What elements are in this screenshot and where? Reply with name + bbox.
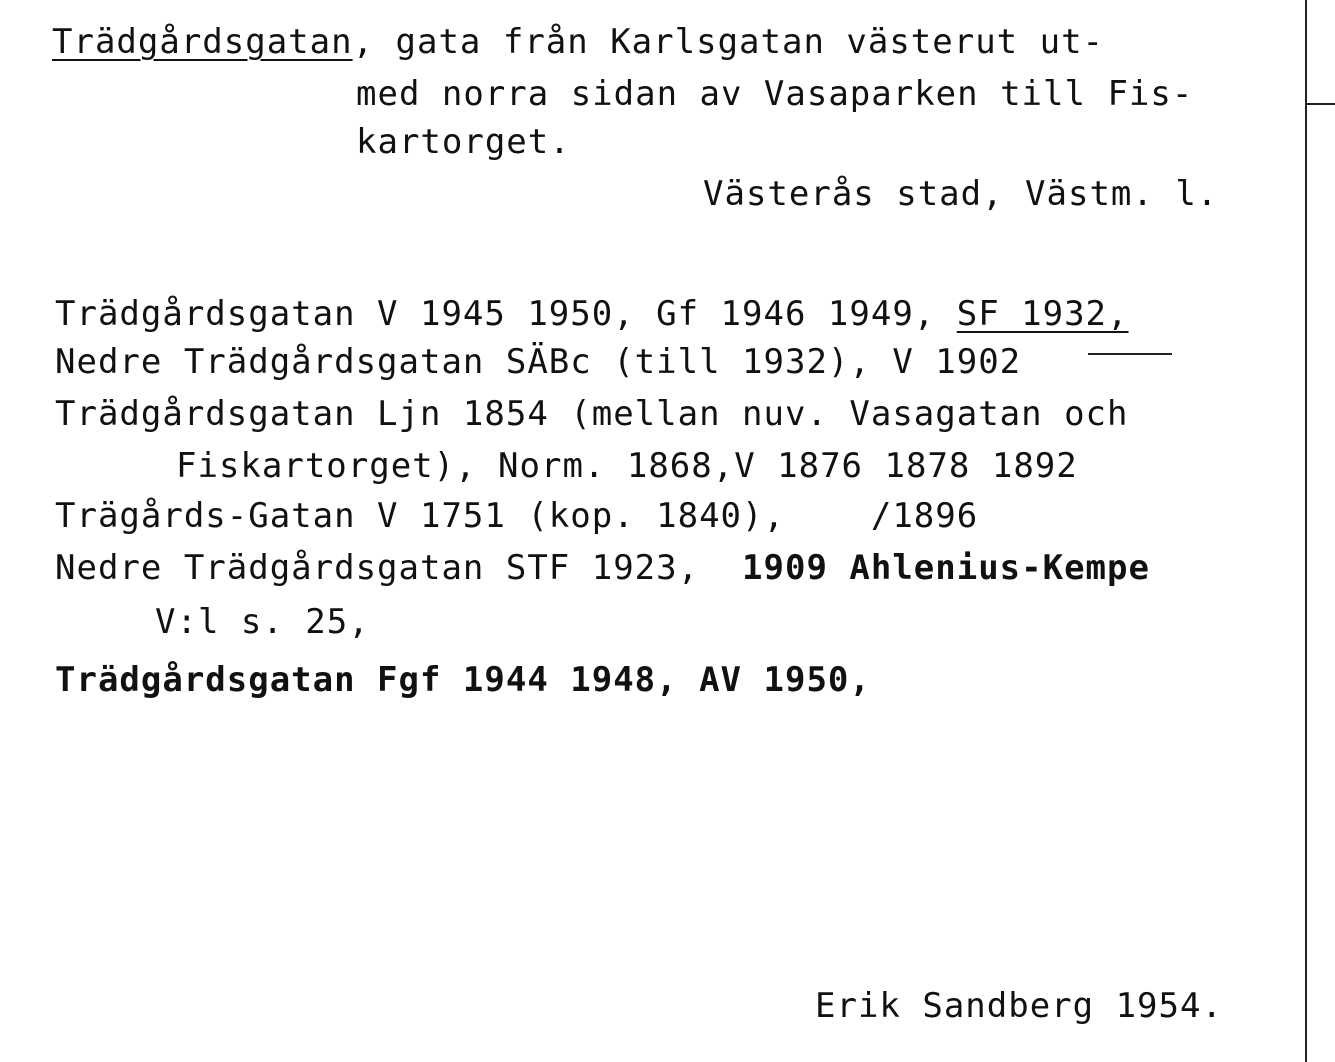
- street-description-3: kartorget.: [356, 122, 571, 162]
- entry-4: Fiskartorget), Norm. 1868,V 1876 1878 1892: [176, 446, 1078, 486]
- entry-6: [55, 548, 1150, 588]
- entry-3: Trädgårdsgatan Ljn 1854 (mellan nuv. Vasagatan och: [55, 394, 1129, 434]
- street-description-2: med norra sidan av Vasaparken till Fis-: [356, 74, 1194, 114]
- place-line: Västerås stad, Västm. l.: [703, 174, 1219, 214]
- entry-1-underlined: SF 1932,: [956, 294, 1129, 334]
- overline-mark: [1088, 353, 1172, 355]
- entry-2: Nedre Trädgårdsgatan SÄBc (till 1932), V 1902: [55, 342, 1022, 382]
- street-description-1: , gata från Karlsgatan västerut ut-: [352, 22, 1105, 62]
- entry-6-bold: 1909 Ahlenius-Kempe: [742, 548, 1150, 588]
- header-line-1: [52, 22, 1104, 62]
- card-edge-tick: [1305, 103, 1335, 105]
- entry-5: Trägårds-Gatan V 1751 (kop. 1840), /1896: [55, 496, 979, 536]
- signature: Erik Sandberg 1954.: [815, 986, 1223, 1026]
- entry-1-text: Trädgårdsgatan V 1945 1950, Gf 1946 1949,: [55, 294, 957, 334]
- entry-1: [55, 294, 1129, 334]
- street-name: Trädgårdsgatan: [52, 22, 353, 62]
- entry-6-text: Nedre Trädgårdsgatan STF 1923,: [55, 548, 743, 588]
- card-right-edge: [1305, 0, 1307, 1062]
- entry-8: Trädgårdsgatan Fgf 1944 1948, AV 1950,: [55, 660, 871, 700]
- entry-7: V:l s. 25,: [155, 602, 370, 642]
